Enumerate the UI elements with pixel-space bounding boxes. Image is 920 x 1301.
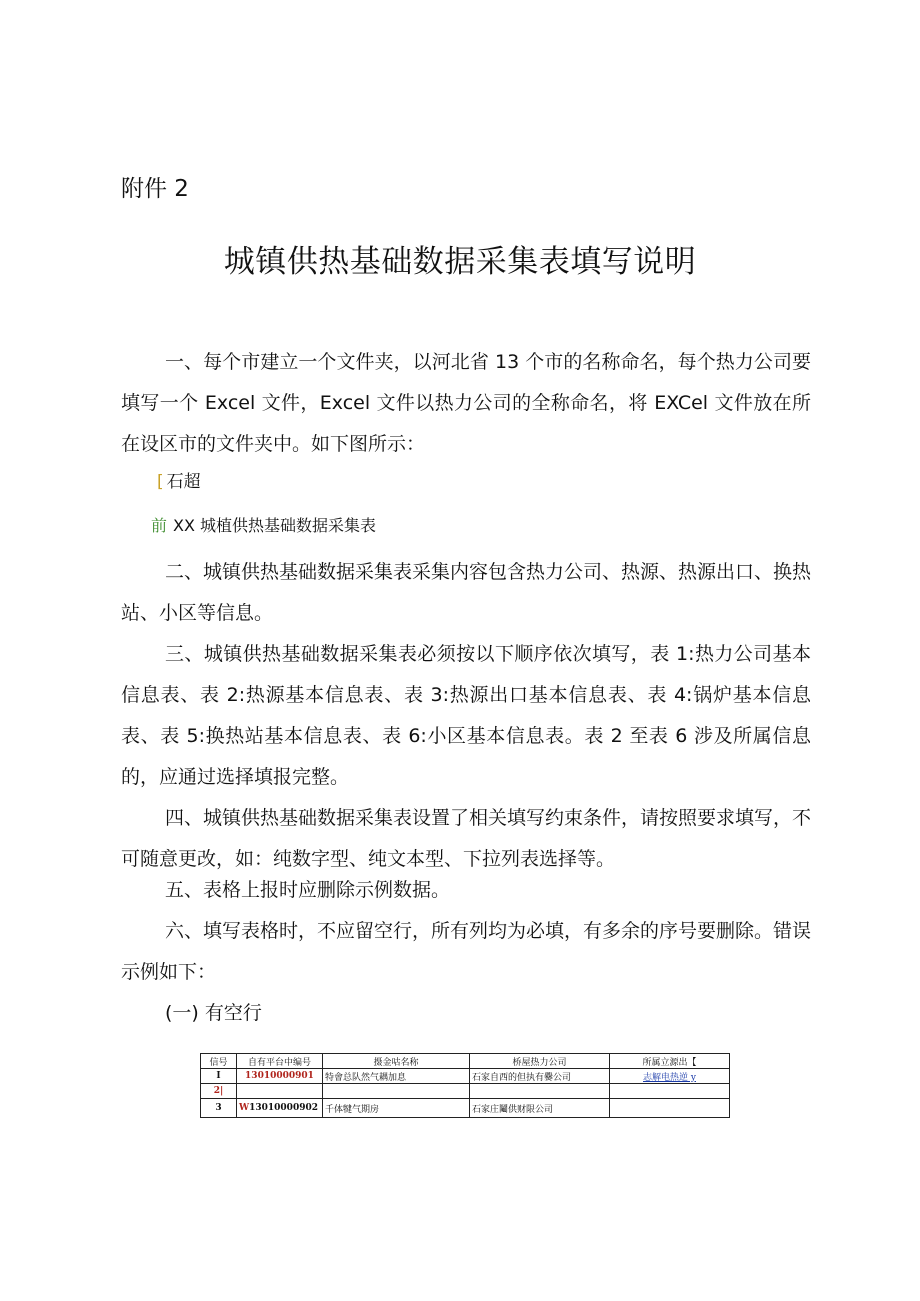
table-row [201,1084,730,1099]
table-cell: 千体犍气期房 [323,1099,470,1118]
table-cell: 特會总队然气耦加息 [323,1069,470,1084]
table-cell [610,1099,730,1118]
cell-prefix: W [239,1103,250,1113]
table-cell: 石家自西的但执有爨公司 [470,1069,610,1084]
table-row [201,1069,730,1084]
cell-value: 13010000902 [249,1103,318,1113]
table-row [201,1099,730,1118]
paragraph-6 [121,911,811,993]
table-cell [470,1084,610,1099]
table-cell: 13010000901 [237,1069,323,1084]
paragraph-4 [121,798,811,880]
attachment-label: 附件 2 [121,176,189,202]
file-name: XX 城植供热基础数据采集表 [173,516,377,535]
page-title: 城镇供热基础数据采集表填写说明 [223,244,697,280]
paragraph-3-text: 三、城镇供热基础数据采集表必须按以下顺序依次填写，表 1:热力公司基本信息表、表 2:热源基本信息表、表 3:热源出口基本信息表、表 4:锅炉基本信息表、表 5:换热站基本信息表、表 6:小区基本信息表。表 2 至表 6 涉及所属信息的，应通过选择填报完整。 [121,643,811,788]
paragraph-6-text: 六、填写表格时，不应留空行，所有列均为必填，有多余的序号要删除。错误示例如下： [121,920,812,983]
error-example-table [200,1053,730,1118]
subheading-empty-row: (一) 有空行 [165,1002,262,1024]
table-cell: 志解电热逆 y [610,1069,730,1084]
header-cell: 自有平台中编号 [237,1054,323,1069]
header-cell: 所属立源出【 [610,1054,730,1069]
table-cell [237,1099,323,1118]
paragraph-3 [121,634,811,798]
paragraph-1-text: 一、每个市建立一个文件夹，以河北省 13 个市的名称命名，每个热力公司要填写一个 Excel 文件，Excel 文件以热力公司的全称命名，将 EXCel 文件放在所在设区市的文件夹中。如下图所示： [121,351,811,455]
table-cell: 石家庄鬮供财限公司 [470,1099,610,1118]
table-cell: 3 [201,1099,237,1118]
paragraph-4-text: 四、城镇供热基础数据采集表设置了相关填写约束条件，请按照要求填写，不可随意更改，如：纯数字型、纯文本型、下拉列表选择等。 [121,807,812,870]
table-cell [323,1084,470,1099]
paragraph-5-text: 五、表格上报时应删除示例数据。 [165,879,451,901]
paragraph-2 [121,552,811,634]
header-cell: 信号 [201,1054,237,1069]
table-header-row [201,1054,730,1069]
file-example [151,512,376,540]
paragraph-1 [121,342,811,465]
table-cell: 2| [201,1084,237,1099]
header-cell: 摄金咕名称 [323,1054,470,1069]
table-cell: I [201,1069,237,1084]
folder-name: 石超 [166,472,201,492]
header-cell: 桥屋热力公司 [470,1054,610,1069]
paragraph-5 [121,870,811,911]
table-cell [237,1084,323,1099]
folder-example [157,468,201,496]
excel-file-icon: 前 [151,516,168,535]
table-cell [610,1084,730,1099]
folder-icon: [ [157,472,164,492]
paragraph-2-text: 二、城镇供热基础数据采集表采集内容包含热力公司、热源、热源出口、换热站、小区等信息。 [121,561,812,624]
